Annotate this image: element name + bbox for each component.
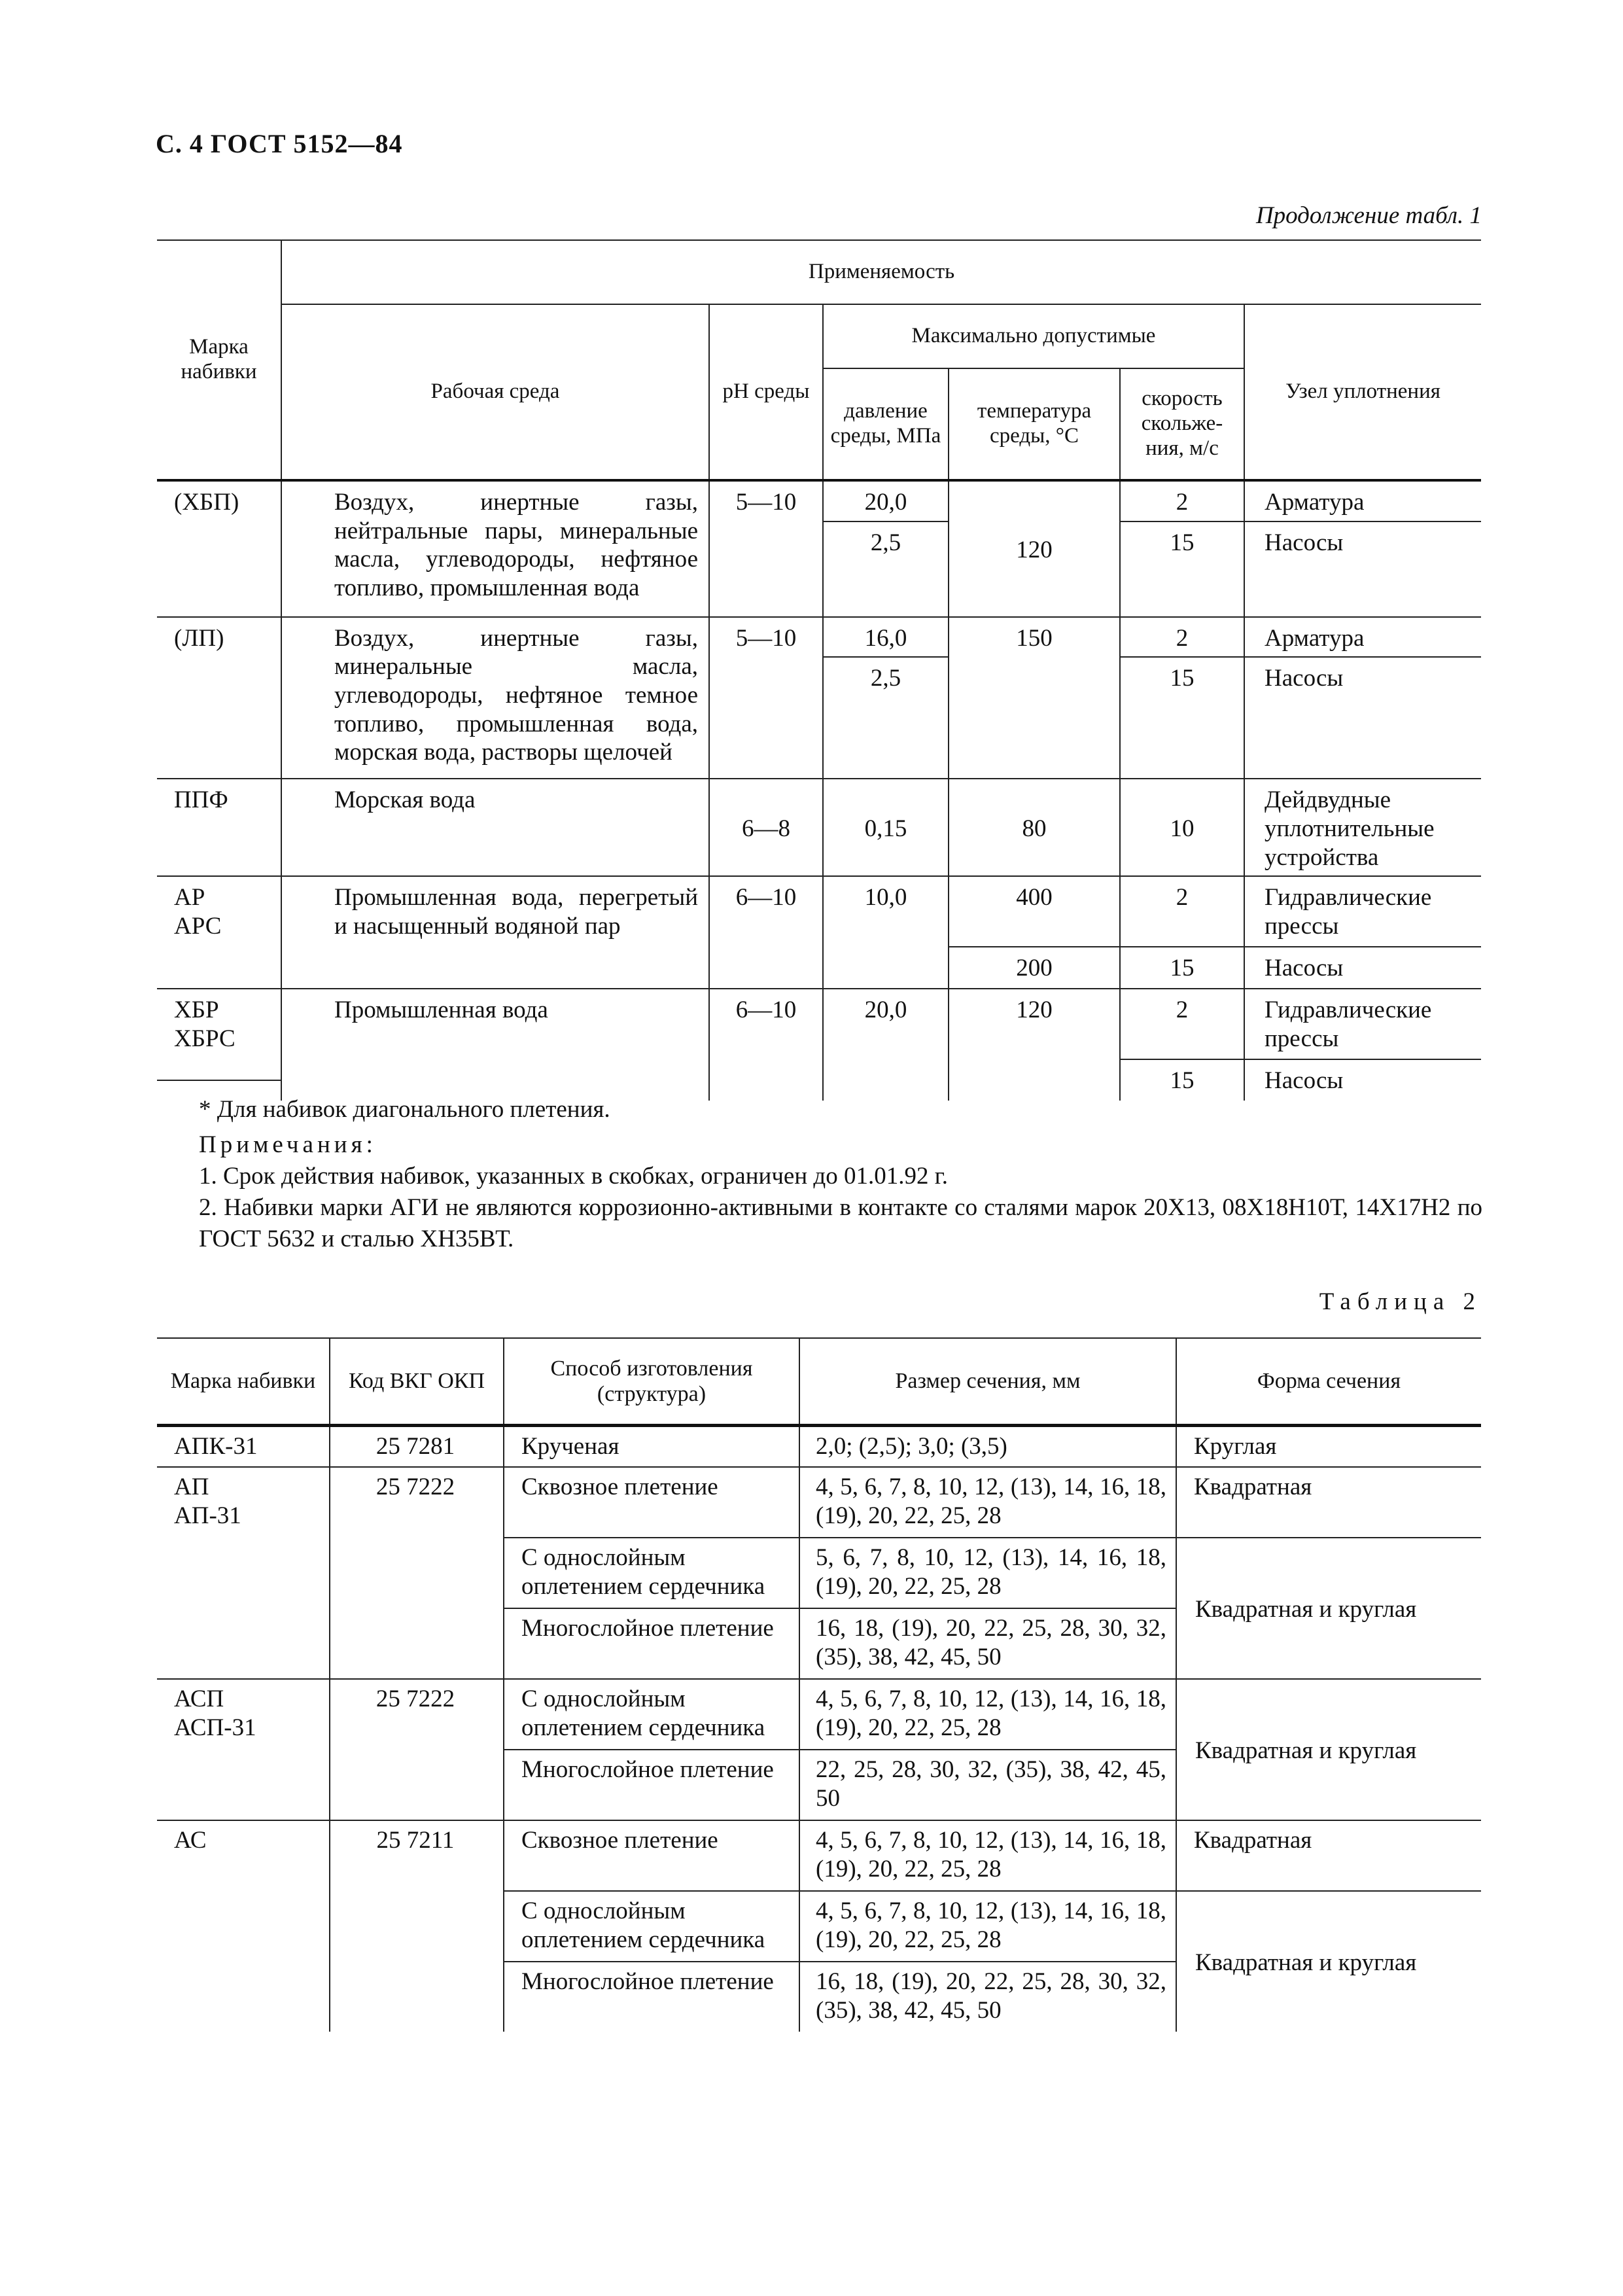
table-1 bbox=[157, 239, 1481, 1101]
speed-cell: 15 bbox=[1120, 1059, 1244, 1101]
header-unit: Узел уплотнения bbox=[1244, 304, 1481, 480]
code-cell: 25 7211 bbox=[330, 1820, 504, 2032]
size-cell: 22, 25, 28, 30, 32, (35), 38, 42, 45, 50 bbox=[799, 1750, 1176, 1820]
pressure-cell: 16,0 bbox=[823, 617, 949, 658]
temperature-cell: 80 bbox=[949, 779, 1120, 876]
method-cell: Многослойное плетение bbox=[504, 1608, 799, 1679]
header-max-allowed: Максимально допустимые bbox=[823, 304, 1244, 368]
mark-cell: ППФ bbox=[157, 779, 281, 876]
unit-cell: Насосы bbox=[1244, 521, 1481, 617]
unit-cell: Арматура bbox=[1244, 480, 1481, 521]
temperature-cell: 200 bbox=[949, 947, 1120, 989]
form-cell: Квадратная и круглая bbox=[1176, 1891, 1481, 2032]
speed-cell: 2 bbox=[1120, 876, 1244, 947]
speed-cell: 2 bbox=[1120, 989, 1244, 1059]
notes-title: Примечания: bbox=[199, 1131, 377, 1159]
size-cell: 4, 5, 6, 7, 8, 10, 12, (13), 14, 16, 18, (19), 20, 22, 25, 28 bbox=[799, 1679, 1176, 1750]
table-row bbox=[157, 617, 1481, 658]
pressure-cell: 10,0 bbox=[823, 876, 949, 989]
ph-cell: 6—10 bbox=[709, 989, 823, 1101]
table1-caption: Продолжение табл. 1 bbox=[1255, 202, 1482, 229]
unit-cell: Насосы bbox=[1244, 947, 1481, 989]
size-cell: 4, 5, 6, 7, 8, 10, 12, (13), 14, 16, 18, (19), 20, 22, 25, 28 bbox=[799, 1820, 1176, 1891]
table-2 bbox=[157, 1337, 1481, 2032]
header-environment: Рабочая среда bbox=[281, 304, 709, 480]
code-cell: 25 7222 bbox=[330, 1679, 504, 1820]
mark-cell: (ЛП) bbox=[157, 617, 281, 779]
ph-cell: 5—10 bbox=[709, 617, 823, 779]
environment-cell: Воздух, инертные газы, нейтральные пары, минеральные масла, углеводороды, нефтяное топливо, промышленная вода bbox=[281, 480, 709, 617]
table-row bbox=[157, 480, 1481, 521]
mark-cell: АПК-31 bbox=[157, 1426, 330, 1468]
method-cell: Сквозное плетение bbox=[504, 1820, 799, 1891]
mark-cell: ХБР ХБРС bbox=[157, 989, 281, 1101]
temperature-cell: 150 bbox=[949, 617, 1120, 779]
size-cell: 4, 5, 6, 7, 8, 10, 12, (13), 14, 16, 18, (19), 20, 22, 25, 28 bbox=[799, 1891, 1176, 1962]
header-applicability: Применяемость bbox=[281, 240, 1481, 304]
speed-cell: 2 bbox=[1120, 480, 1244, 521]
method-cell: С однослойным оплетением сердечника bbox=[504, 1679, 799, 1750]
form-cell: Квадратная и круглая bbox=[1176, 1538, 1481, 1679]
header-speed: скорость скольже-ния, м/с bbox=[1120, 368, 1244, 480]
page-title: С. 4 ГОСТ 5152—84 bbox=[156, 129, 403, 158]
header-mark: Марка набивки bbox=[157, 240, 281, 480]
environment-cell: Промышленная вода, перегретый и насыщенный водяной пар bbox=[281, 876, 709, 989]
unit-cell: Насосы bbox=[1244, 657, 1481, 779]
temperature-cell: 400 bbox=[949, 876, 1120, 947]
header-mark: Марка набивки bbox=[157, 1338, 330, 1426]
unit-cell: Арматура bbox=[1244, 617, 1481, 658]
unit-cell: Насосы bbox=[1244, 1059, 1481, 1101]
mark-cell: (ХБП) bbox=[157, 480, 281, 617]
code-cell: 25 7222 bbox=[330, 1467, 504, 1679]
speed-cell: 10 bbox=[1120, 779, 1244, 876]
method-cell: С однослойным оплетением сердечника bbox=[504, 1891, 799, 1962]
form-cell: Круглая bbox=[1176, 1426, 1481, 1468]
method-cell: Многослойное плетение bbox=[504, 1962, 799, 2032]
header-form: Форма сечения bbox=[1176, 1338, 1481, 1426]
size-cell: 16, 18, (19), 20, 22, 25, 28, 30, 32, (35), 38, 42, 45, 50 bbox=[799, 1608, 1176, 1679]
header-size: Размер сечения, мм bbox=[799, 1338, 1176, 1426]
header-temperature: температура среды, °С bbox=[949, 368, 1120, 480]
mark-cell: АР АРС bbox=[157, 876, 281, 989]
mark-cell: АСП АСП-31 bbox=[157, 1679, 330, 1820]
pressure-cell: 2,5 bbox=[823, 521, 949, 617]
footnote-divider bbox=[157, 1080, 281, 1081]
table-row bbox=[157, 1426, 1481, 1468]
temperature-cell: 120 bbox=[949, 989, 1120, 1101]
note-item: 1. Срок действия набивок, указанных в скобках, ограничен до 01.01.92 г. bbox=[199, 1163, 948, 1190]
header-code: Код ВКГ ОКП bbox=[330, 1338, 504, 1426]
table-row bbox=[157, 876, 1481, 947]
size-cell: 16, 18, (19), 20, 22, 25, 28, 30, 32, (35), 38, 42, 45, 50 bbox=[799, 1962, 1176, 2032]
unit-cell: Дейдвудные уплотнительные устройства bbox=[1244, 779, 1481, 876]
table-row bbox=[157, 1679, 1481, 1750]
header-ph: pH среды bbox=[709, 304, 823, 480]
mark-cell: АП АП-31 bbox=[157, 1467, 330, 1679]
size-cell: 5, 6, 7, 8, 10, 12, (13), 14, 16, 18, (19), 20, 22, 25, 28 bbox=[799, 1538, 1176, 1608]
ph-cell: 5—10 bbox=[709, 480, 823, 617]
pressure-cell: 20,0 bbox=[823, 480, 949, 521]
environment-cell: Воздух, инертные газы, минеральные масла, углеводороды, нефтяное темное топливо, промышленная вода, морская вода, растворы щелочей bbox=[281, 617, 709, 779]
pressure-cell: 0,15 bbox=[823, 779, 949, 876]
unit-cell: Гидравлические прессы bbox=[1244, 876, 1481, 947]
table-row bbox=[157, 779, 1481, 876]
header-method: Способ изготовления (структура) bbox=[504, 1338, 799, 1426]
table2-caption: Таблица 2 bbox=[1319, 1288, 1482, 1315]
speed-cell: 15 bbox=[1120, 947, 1244, 989]
method-cell: С однослойным оплетением сердечника bbox=[504, 1538, 799, 1608]
mark-cell: АС bbox=[157, 1820, 330, 2032]
form-cell: Квадратная bbox=[1176, 1820, 1481, 1891]
ph-cell: 6—8 bbox=[709, 779, 823, 876]
ph-cell: 6—10 bbox=[709, 876, 823, 989]
table-row bbox=[157, 989, 1481, 1059]
temperature-cell: 120 bbox=[949, 480, 1120, 617]
note-item: 2. Набивки марки АГИ не являются коррозионно-активными в контакте со сталями марок 20Х13, 08Х18Н10Т, 14Х17Н2 по ГОСТ 5632 и сталью ХН35ВТ. bbox=[199, 1194, 1482, 1253]
method-cell: Многослойное плетение bbox=[504, 1750, 799, 1820]
notes-block bbox=[199, 1086, 1482, 1255]
speed-cell: 15 bbox=[1120, 657, 1244, 779]
method-cell: Сквозное плетение bbox=[504, 1467, 799, 1538]
header-pressure: давление среды, МПа bbox=[823, 368, 949, 480]
speed-cell: 2 bbox=[1120, 617, 1244, 658]
size-cell: 4, 5, 6, 7, 8, 10, 12, (13), 14, 16, 18, (19), 20, 22, 25, 28 bbox=[799, 1467, 1176, 1538]
form-cell: Квадратная bbox=[1176, 1467, 1481, 1538]
table-row bbox=[157, 1820, 1481, 1891]
environment-cell: Промышленная вода bbox=[281, 989, 709, 1101]
footnote: * Для набивок диагонального плетения. bbox=[199, 1096, 610, 1123]
unit-cell: Гидравлические прессы bbox=[1244, 989, 1481, 1059]
environment-cell: Морская вода bbox=[281, 779, 709, 876]
form-cell: Квадратная и круглая bbox=[1176, 1679, 1481, 1820]
pressure-cell: 2,5 bbox=[823, 657, 949, 779]
code-cell: 25 7281 bbox=[330, 1426, 504, 1468]
method-cell: Крученая bbox=[504, 1426, 799, 1468]
size-cell: 2,0; (2,5); 3,0; (3,5) bbox=[799, 1426, 1176, 1468]
pressure-cell: 20,0 bbox=[823, 989, 949, 1101]
speed-cell: 15 bbox=[1120, 521, 1244, 617]
table-row bbox=[157, 1467, 1481, 1538]
